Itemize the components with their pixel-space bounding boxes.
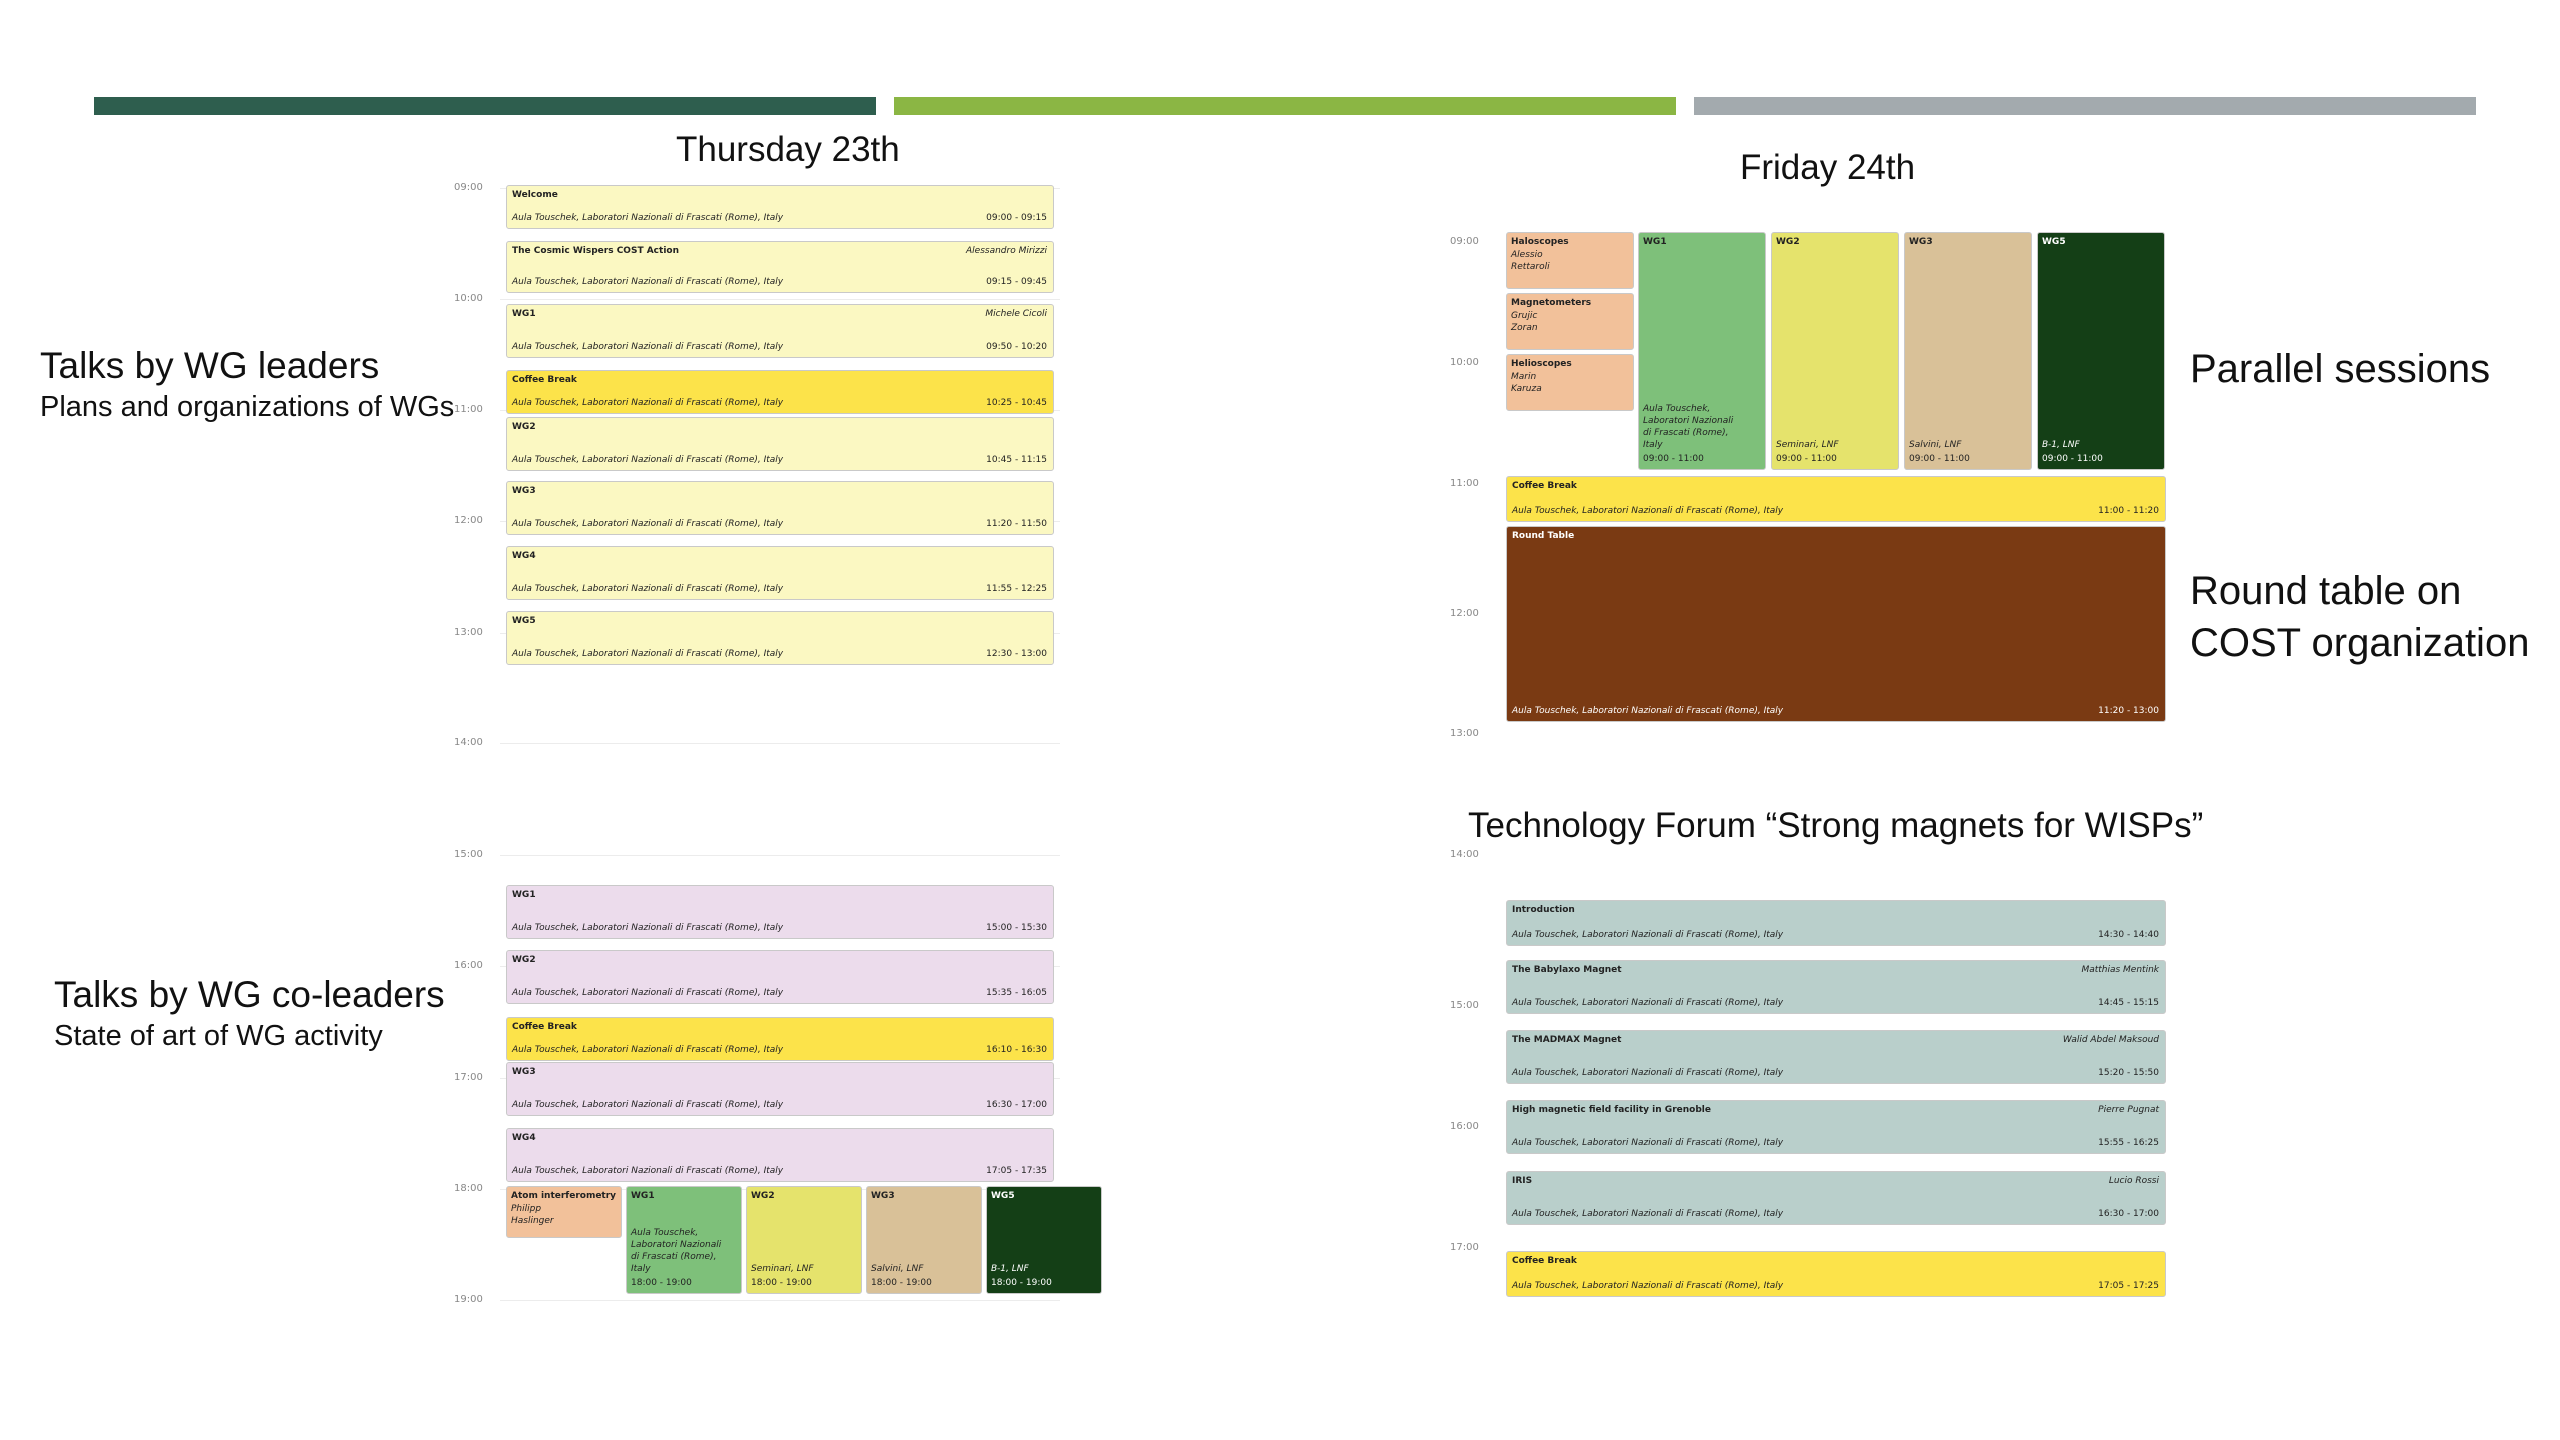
friday-calendar (1450, 230, 2170, 1310)
topic-title: Helioscopes (1511, 359, 1572, 369)
gridline (500, 743, 1060, 744)
event-title: WG1 (512, 309, 536, 319)
time-tick: 18:00 (454, 1183, 483, 1194)
time-tick: 13:00 (454, 627, 483, 638)
event-title: WG2 (512, 422, 536, 432)
event-time: 11:20 - 11:50 (986, 519, 1047, 529)
time-tick: 09:00 (1450, 236, 1479, 247)
event-block (506, 885, 1054, 939)
gridline (500, 1300, 1060, 1301)
time-tick: 16:00 (1450, 1121, 1479, 1132)
event-title: WG3 (512, 486, 536, 496)
event-title: IRIS (1512, 1176, 1533, 1186)
topic-speaker: Marin Karuza (1511, 372, 1542, 394)
event-title: The Cosmic Wispers COST Action (512, 246, 679, 256)
event-block (1506, 1171, 2166, 1225)
event-time: 11:55 - 12:25 (986, 584, 1047, 594)
note-wg-leaders (40, 345, 454, 424)
topic-title: Magnetometers (1511, 298, 1592, 308)
topic-speaker: Grujic Zoran (1511, 311, 1538, 333)
event-block (1506, 476, 2166, 522)
event-speaker: Michele Cicoli (985, 309, 1047, 319)
event-time: 16:30 - 17:00 (2098, 1209, 2159, 1219)
time-tick: 10:00 (1450, 357, 1479, 368)
event-time: 11:20 - 13:00 (2098, 706, 2159, 716)
event-block (506, 241, 1054, 293)
event-block (506, 185, 1054, 229)
parallel-session (986, 1186, 1102, 1294)
note-wg-coleaders-title: Talks by WG co-leaders (54, 974, 445, 1015)
time-tick: 11:00 (1450, 478, 1479, 489)
event-title: Coffee Break (1512, 1256, 1577, 1266)
event-location: Aula Touschek, Laboratori Nazionali di Frascati (Rome), Italy (512, 342, 784, 352)
event-location: Aula Touschek, Laboratori Nazionali di Frascati (Rome), Italy (512, 584, 784, 594)
parallel-session (506, 1186, 622, 1238)
session-time: 18:00 - 19:00 (631, 1278, 692, 1288)
event-location: Aula Touschek, Laboratori Nazionali di Frascati (Rome), Italy (1512, 930, 1784, 940)
event-speaker: Walid Abdel Maksoud (2062, 1035, 2159, 1045)
session-time: 18:00 - 19:00 (991, 1278, 1052, 1288)
note-wg-coleaders (54, 974, 445, 1053)
event-block (1506, 1100, 2166, 1154)
event-location: Aula Touschek, Laboratori Nazionali di Frascati (Rome), Italy (1512, 1138, 1784, 1148)
event-title: Welcome (512, 190, 558, 200)
session-time: 09:00 - 11:00 (1776, 454, 1837, 464)
event-title: Coffee Break (1512, 481, 1577, 491)
event-block (506, 304, 1054, 358)
event-location: Aula Touschek, Laboratori Nazionali di Frascati (Rome), Italy (512, 649, 784, 659)
time-tick: 12:00 (454, 515, 483, 526)
event-time: 10:25 - 10:45 (986, 398, 1047, 408)
header-bar-gray (1694, 97, 2476, 115)
time-tick: 11:00 (454, 404, 483, 415)
event-location: Aula Touschek, Laboratori Nazionali di Frascati (Rome), Italy (512, 1166, 784, 1176)
event-location: Aula Touschek, Laboratori Nazionali di Frascati (Rome), Italy (1512, 706, 1784, 716)
session-location: Salvini, LNF (871, 1264, 924, 1274)
event-location: Aula Touschek, Laboratori Nazionali di Frascati (Rome), Italy (512, 1045, 784, 1055)
thursday-calendar (450, 180, 1110, 1360)
session-time: 09:00 - 11:00 (1909, 454, 1970, 464)
event-time: 15:35 - 16:05 (986, 988, 1047, 998)
time-tick: 19:00 (454, 1294, 483, 1305)
thursday-title: Thursday 23th (676, 130, 900, 169)
event-location: Aula Touschek, Laboratori Nazionali di Frascati (Rome), Italy (1512, 1209, 1784, 1219)
session-title: WG2 (751, 1191, 775, 1201)
parallel-topic (1506, 293, 1634, 350)
note-round-table-line2: COST organization (2190, 621, 2530, 665)
session-location: Aula Touschek, Laboratori Nazionali di Frascati (Rome), Italy (631, 1228, 722, 1274)
time-tick: 14:00 (454, 737, 483, 748)
event-time: 16:10 - 16:30 (986, 1045, 1047, 1055)
event-time: 11:00 - 11:20 (2098, 506, 2159, 516)
session-location: Seminari, LNF (751, 1264, 814, 1274)
note-wg-leaders-title: Talks by WG leaders (40, 345, 380, 386)
event-time: 14:45 - 15:15 (2098, 998, 2159, 1008)
event-location: Aula Touschek, Laboratori Nazionali di Frascati (Rome), Italy (512, 277, 784, 287)
session-title: WG5 (991, 1191, 1015, 1201)
event-location: Aula Touschek, Laboratori Nazionali di Frascati (Rome), Italy (512, 455, 784, 465)
event-block (1506, 960, 2166, 1014)
gridline (500, 299, 1060, 300)
event-time: 10:45 - 11:15 (986, 455, 1047, 465)
parallel-session (2037, 232, 2165, 470)
event-time: 09:50 - 10:20 (986, 342, 1047, 352)
event-block (506, 1128, 1054, 1182)
event-title: Coffee Break (512, 375, 577, 385)
topic-title: Haloscopes (1511, 237, 1569, 247)
session-time: 09:00 - 11:00 (1643, 454, 1704, 464)
event-title: Introduction (1512, 905, 1575, 915)
session-title: WG1 (1643, 237, 1667, 247)
session-title: WG3 (871, 1191, 895, 1201)
session-location: Seminari, LNF (1776, 440, 1839, 450)
parallel-topic (1506, 354, 1634, 411)
time-tick: 16:00 (454, 960, 483, 971)
event-location: Aula Touschek, Laboratori Nazionali di Frascati (Rome), Italy (1512, 998, 1784, 1008)
event-location: Aula Touschek, Laboratori Nazionali di Frascati (Rome), Italy (512, 213, 784, 223)
session-title: WG1 (631, 1191, 655, 1201)
friday-title: Friday 24th (1740, 148, 1916, 187)
event-title: WG4 (512, 551, 536, 561)
event-time: 15:00 - 15:30 (986, 923, 1047, 933)
header-bar-dark-green (94, 97, 876, 115)
event-title: WG5 (512, 616, 536, 626)
event-location: Aula Touschek, Laboratori Nazionali di Frascati (Rome), Italy (512, 519, 784, 529)
event-time: 15:55 - 16:25 (2098, 1138, 2159, 1148)
time-tick: 13:00 (1450, 728, 1479, 739)
event-block (506, 370, 1054, 414)
event-time: 17:05 - 17:25 (2098, 1281, 2159, 1291)
event-speaker: Alessandro Mirizzi (966, 246, 1047, 256)
event-location: Aula Touschek, Laboratori Nazionali di Frascati (Rome), Italy (512, 988, 784, 998)
forum-title: Technology Forum “Strong magnets for WISPs” (1468, 806, 2204, 845)
event-location: Aula Touschek, Laboratori Nazionali di Frascati (Rome), Italy (1512, 1281, 1784, 1291)
time-tick: 14:00 (1450, 849, 1479, 860)
time-tick: 10:00 (454, 293, 483, 304)
time-tick: 09:00 (454, 182, 483, 193)
session-time: 18:00 - 19:00 (871, 1278, 932, 1288)
session-title: WG3 (1909, 237, 1933, 247)
parallel-session (746, 1186, 862, 1294)
session-title: WG2 (1776, 237, 1800, 247)
event-time: 14:30 - 14:40 (2098, 930, 2159, 940)
event-title: WG3 (512, 1067, 536, 1077)
session-location: B-1, LNF (991, 1264, 1029, 1274)
parallel-session (1771, 232, 1899, 470)
session-time: 18:00 - 19:00 (751, 1278, 812, 1288)
gridline (500, 855, 1060, 856)
time-tick: 17:00 (1450, 1242, 1479, 1253)
event-block (506, 481, 1054, 535)
session-time: 09:00 - 11:00 (2042, 454, 2103, 464)
event-speaker: Lucio Rossi (2108, 1176, 2159, 1186)
event-time: 09:00 - 09:15 (986, 213, 1047, 223)
time-tick: 15:00 (454, 849, 483, 860)
session-location: B-1, LNF (2042, 440, 2080, 450)
event-location: Aula Touschek, Laboratori Nazionali di Frascati (Rome), Italy (512, 923, 784, 933)
time-tick: 15:00 (1450, 1000, 1479, 1011)
session-title: Atom interferometry (511, 1191, 617, 1201)
parallel-session (866, 1186, 982, 1294)
event-block (1506, 1030, 2166, 1084)
event-block (506, 417, 1054, 471)
event-block (506, 950, 1054, 1004)
time-tick: 17:00 (454, 1072, 483, 1083)
note-parallel-sessions: Parallel sessions (2190, 347, 2491, 391)
session-location: Aula Touschek, Laboratori Nazionali di Frascati (Rome), Italy (1643, 404, 1734, 450)
event-title: Coffee Break (512, 1022, 577, 1032)
event-time: 09:15 - 09:45 (986, 277, 1047, 287)
topic-speaker: Alessio Rettaroli (1511, 250, 1550, 272)
event-speaker: Matthias Mentink (2081, 965, 2159, 975)
event-location: Aula Touschek, Laboratori Nazionali di Frascati (Rome), Italy (512, 1100, 784, 1110)
event-title: High magnetic field facility in Grenoble (1512, 1105, 1711, 1115)
event-location: Aula Touschek, Laboratori Nazionali di Frascati (Rome), Italy (1512, 506, 1784, 516)
event-block (1506, 1251, 2166, 1297)
event-time: 15:20 - 15:50 (2098, 1068, 2159, 1078)
event-title: WG4 (512, 1133, 536, 1143)
note-round-table-line1: Round table on (2190, 569, 2462, 613)
session-title: WG5 (2042, 237, 2066, 247)
event-block (506, 611, 1054, 665)
event-location: Aula Touschek, Laboratori Nazionali di Frascati (Rome), Italy (512, 398, 784, 408)
event-block (1506, 900, 2166, 946)
event-title: The MADMAX Magnet (1512, 1035, 1622, 1045)
event-block (506, 1017, 1054, 1061)
event-title: WG1 (512, 890, 536, 900)
note-wg-leaders-subtitle: Plans and organizations of WGs (40, 391, 455, 423)
event-time: 12:30 - 13:00 (986, 649, 1047, 659)
time-tick: 12:00 (1450, 608, 1479, 619)
event-title: Round Table (1512, 531, 1575, 541)
note-wg-coleaders-subtitle: State of art of WG activity (54, 1020, 383, 1052)
session-location: Salvini, LNF (1909, 440, 1962, 450)
event-block (506, 546, 1054, 600)
session-speaker: Philipp Haslinger (511, 1204, 554, 1226)
parallel-session (1904, 232, 2032, 470)
header-bar-light-green (894, 97, 1676, 115)
event-title: The Babylaxo Magnet (1512, 965, 1622, 975)
event-speaker: Pierre Pugnat (2098, 1105, 2159, 1115)
event-time: 16:30 - 17:00 (986, 1100, 1047, 1110)
event-location: Aula Touschek, Laboratori Nazionali di Frascati (Rome), Italy (1512, 1068, 1784, 1078)
parallel-topic (1506, 232, 1634, 289)
event-time: 17:05 - 17:35 (986, 1166, 1047, 1176)
event-block (1506, 526, 2166, 722)
event-block (506, 1062, 1054, 1116)
parallel-session (626, 1186, 742, 1294)
event-title: WG2 (512, 955, 536, 965)
parallel-session (1638, 232, 1766, 470)
